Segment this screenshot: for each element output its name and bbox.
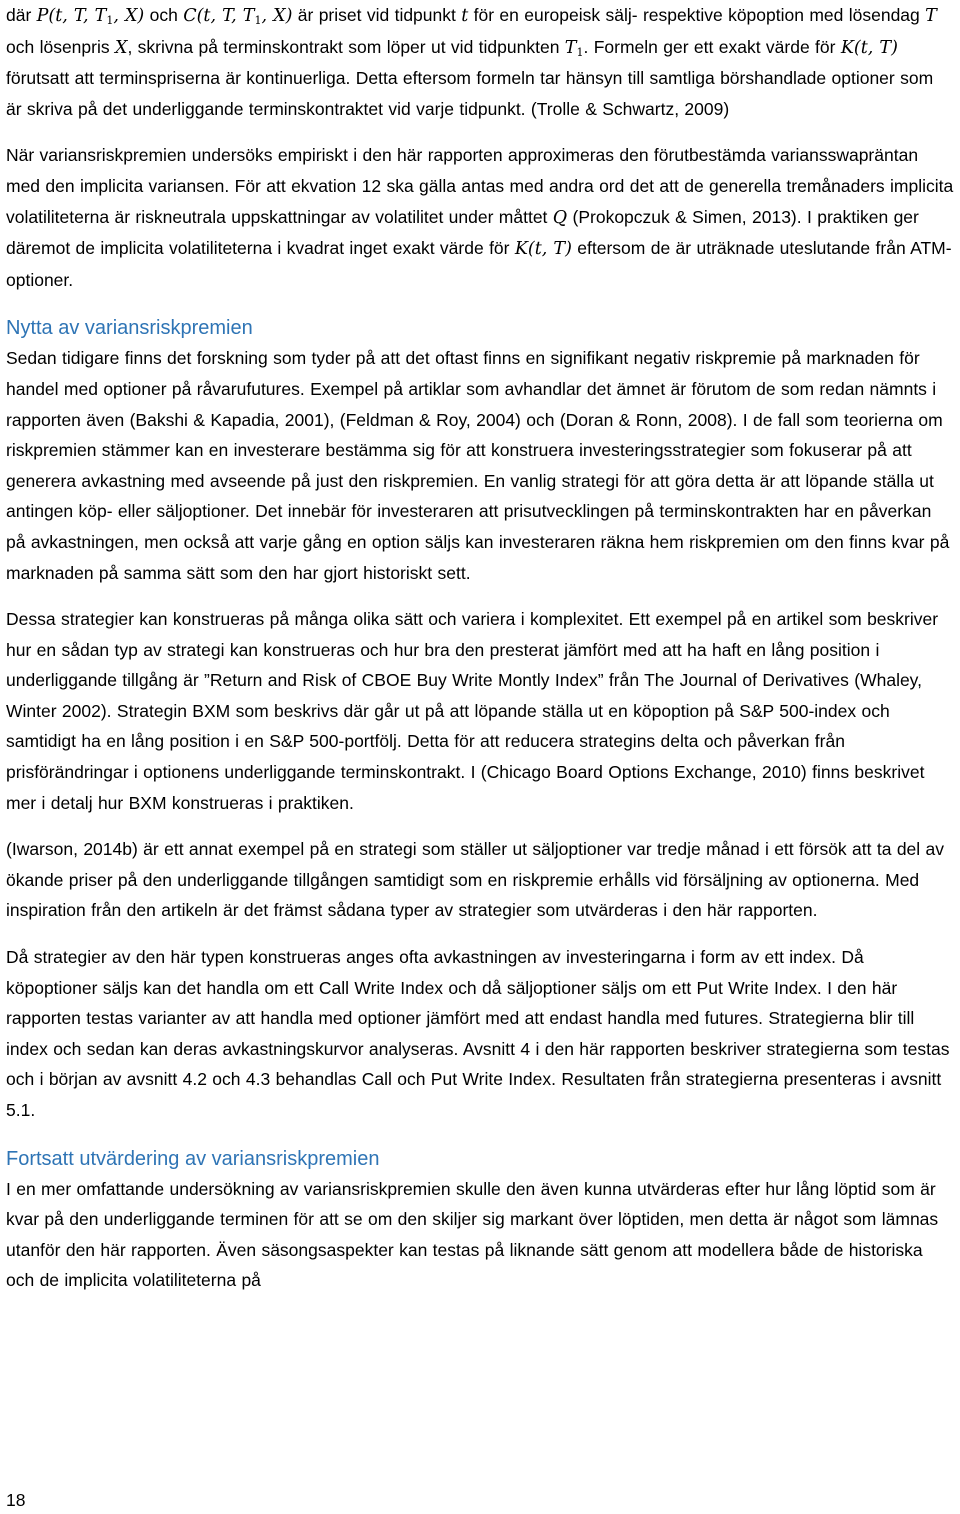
text-run: och lösenpris	[6, 36, 115, 57]
text-run: , skrivna på terminskontrakt som löper ut vid tidpunkten	[127, 36, 565, 57]
section1-paragraph-1: Sedan tidigare finns det forskning som tyder på att det oftast finns en signifikant negativ riskpremie på marknaden för handel med optioner på råvarufutures. Exempel på artiklar som avhandlar det ämnet är förutom de som redan nämnts i rapporten även (Bakshi & Kapadia, 2001), (Feldman & Roy, 2004) och (Doran & Ronn, 2008). I de fall som teorierna om riskpremien stämmer kan en investerare bestämma sig för att konstruera investeringsstrategier som fokuserar på att generera avkastning med avseende på just den riskpremien. En vanlig strategi för att göra detta är att löpande ställa ut antingen köp- eller säljoptioner. Det innebär för investeraren att prisutvecklingen på terminskontrakten har en påverkan på avkastningen, men också att varje gång en option säljs kan investeraren räkna hem riskpremien om den finns kvar på marknaden på samma sätt som den har gjort historiskt sett.	[6, 348, 950, 583]
math-run: T	[564, 37, 577, 58]
text-run: eftersom de är uträknade uteslutande från ATM-optioner.	[6, 238, 952, 290]
math-subscript: 1	[254, 14, 262, 27]
text-run: . Formeln ger ett exakt värde för	[583, 36, 841, 57]
math-subscript: 1	[576, 45, 584, 59]
math-call-price	[183, 6, 292, 26]
text-run: förutsatt att terminspriserna är kontinuerliga. Detta eftersom formeln tar hänsyn till samtliga börshandlade optioner som är skriva på det underliggande terminskontraktet vid varje tidpunkt. (Trolle & Schwartz, 2009)	[6, 68, 934, 119]
section2-paragraph-1: I en mer omfattande undersökning av variansriskpremien skulle den även kunna utvärderas efter hur lång löptid som är kvar på den underliggande terminen för att se om den skiljer sig markant över löptiden, men detta är något som lämnas utanför den här rapporten. Även säsongsaspekter kan testas på liknande sätt genom att modellera både de historiska och de implicita volatiliteterna på	[6, 1178, 939, 1291]
math-Q: Q	[552, 207, 568, 228]
section1-paragraph-3: (Iwarson, 2014b) är ett annat exempel på en strategi som ställer ut säljoptioner var tredje månad i ett försök att ta del av ökande priser på den underliggande tillgången samtidigt som en riskpremie erhålls vid försäljning av optionerna. Med inspiration från den artikeln är det främst sådana typer av strategier som utvärderas i den här rapporten.	[6, 839, 945, 921]
math-t: t	[461, 6, 469, 26]
text-run: När variansriskpremien undersöks empiriskt i den här rapporten approximeras den förutbestämda variansswapräntan med den implicita variansen. För att ekvation 12 ska gälla antas med andra ord det att de generella tremånaders implicita volatiliteterna är riskneutrala uppskattningar av volatilitet under måttet	[6, 145, 954, 227]
math-X: X	[114, 37, 128, 58]
text-run: är priset vid tidpunkt	[292, 5, 462, 25]
section1-paragraph-4: Då strategier av den här typen konstrueras anges ofta avkastningen av investeringarna i form av ett index. Då köpoptioner säljs kan det handla om ett Call Write Index och då säljoptioner säljs om ett Put Write Index. I den här rapporten testas varianter av att handla med optioner jämfört med att endast handla med futures. Strategierna blir till index och sedan kan deras avkastningskurvor analyseras. Avsnitt 4 i den här rapporten beskriver strategierna som testas och i början av avsnitt 4.2 och 4.3 behandlas Call och Put Write Index. Resultaten från strategierna presenteras i avsnitt 5.1.	[6, 947, 950, 1120]
page-number: 18	[6, 1490, 26, 1510]
document-page	[6, 0, 954, 1296]
text-run: och	[144, 5, 184, 25]
math-run: C(t, T, T	[183, 6, 255, 26]
math-run: P(t, T, T	[36, 6, 107, 26]
math-run: , X)	[261, 6, 293, 26]
math-T1	[565, 38, 584, 58]
math-put-price	[37, 6, 145, 26]
variance-paragraph	[6, 140, 954, 295]
math-K: K(t, T)	[514, 239, 572, 260]
math-subscript: 1	[106, 14, 114, 27]
section1-paragraph-2: Dessa strategier kan konstrueras på många olika sätt och variera i komplexitet. Ett exempel på en artikel som beskriver hur en sådan typ av strategi kan konstrueras och hur bra den presterat jämfört med att ha haft en lång position i underliggande tillgång är ”Return and Risk of CBOE Buy Write Montly Index” från The Journal of Derivatives (Whaley, Winter 2002). Strategin BXM som beskrivs där går ut på att löpande ställa ut en köpoption på S&P 500-index och samtidigt ha en lång position i en S&P 500-portfölj. Detta för att reducera strategins delta och påverkan från prisförändringar i optionens underliggande terminskontrakt. I (Chicago Board Options Exchange, 2010) finns beskrivet mer i detalj hur BXM konstrueras i praktiken.	[6, 609, 939, 813]
section-heading-fortsatt: Fortsatt utvärdering av variansriskpremien	[6, 1147, 380, 1170]
text-run: för en europeisk sälj- respektive köpoption med lösendag	[468, 5, 926, 25]
math-K: K(t, T)	[840, 37, 898, 58]
math-T: T	[925, 6, 937, 26]
section-heading-nytta: Nytta av variansriskpremien	[6, 317, 253, 340]
text-run: (Prokopczuk & Simen, 2013). I praktiken ger däremot de implicita volatiliteterna i kvadrat inget exakt värde för	[6, 206, 919, 259]
text-run: där	[6, 5, 37, 25]
intro-paragraph	[6, 0, 954, 124]
math-run: , X)	[113, 6, 145, 26]
